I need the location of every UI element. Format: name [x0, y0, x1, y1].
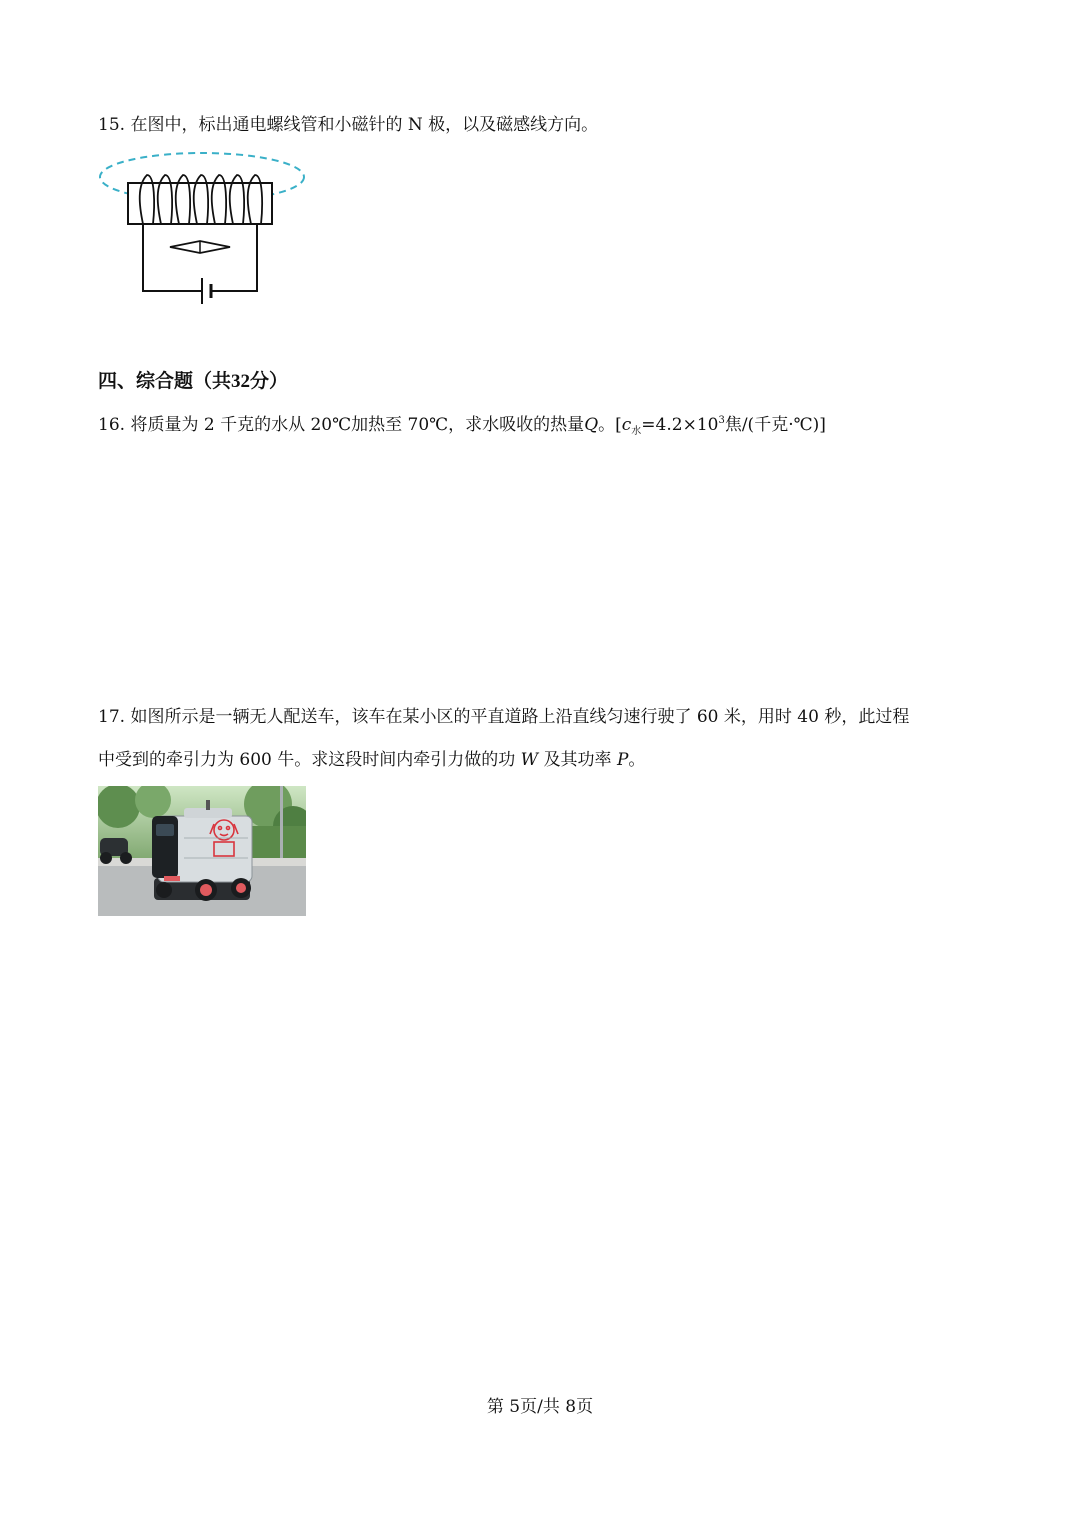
section-points: 32: [231, 371, 251, 392]
question-number: 17.: [98, 707, 126, 727]
compass-needle: [170, 241, 230, 253]
page-footer: [0, 1392, 1080, 1417]
variable-q: Q: [584, 415, 599, 435]
battery-icon: [202, 278, 211, 304]
circuit-wires: [143, 224, 257, 291]
variable-p: P: [616, 750, 629, 770]
question-number: 16.: [98, 415, 126, 435]
question-17: 17. 如图所示是一辆无人配送车，该车在某小区的平直道路上沿直线匀速行驶了 60 米，用时 40 秒，此过程: [98, 707, 910, 727]
question-text: 在图中，标出通电螺线管和小磁针的 N 极，以及磁感线方向。: [130, 115, 599, 135]
delivery-vehicle-photo: [98, 786, 306, 916]
question-number: 15.: [98, 115, 126, 135]
page-number: 第 5页/共 8页: [486, 1397, 594, 1417]
question-17-line-2: 中受到的牵引力为 600 牛。求这段时间内牵引力做的功 W 及其功率 P。: [98, 750, 646, 770]
variable-c: c: [621, 415, 632, 435]
section-title: 四、综合题（共32分）: [98, 370, 289, 392]
solenoid-circuit-diagram: [95, 145, 310, 310]
question-15: [98, 114, 598, 136]
question-16: 16. 将质量为 2 千克的水从 20℃加热至 70℃，求水吸收的热量Q。[$c_水=4.2\times 10^3$焦/(千克·℃)]: [98, 415, 826, 437]
variable-w: W: [520, 750, 539, 770]
